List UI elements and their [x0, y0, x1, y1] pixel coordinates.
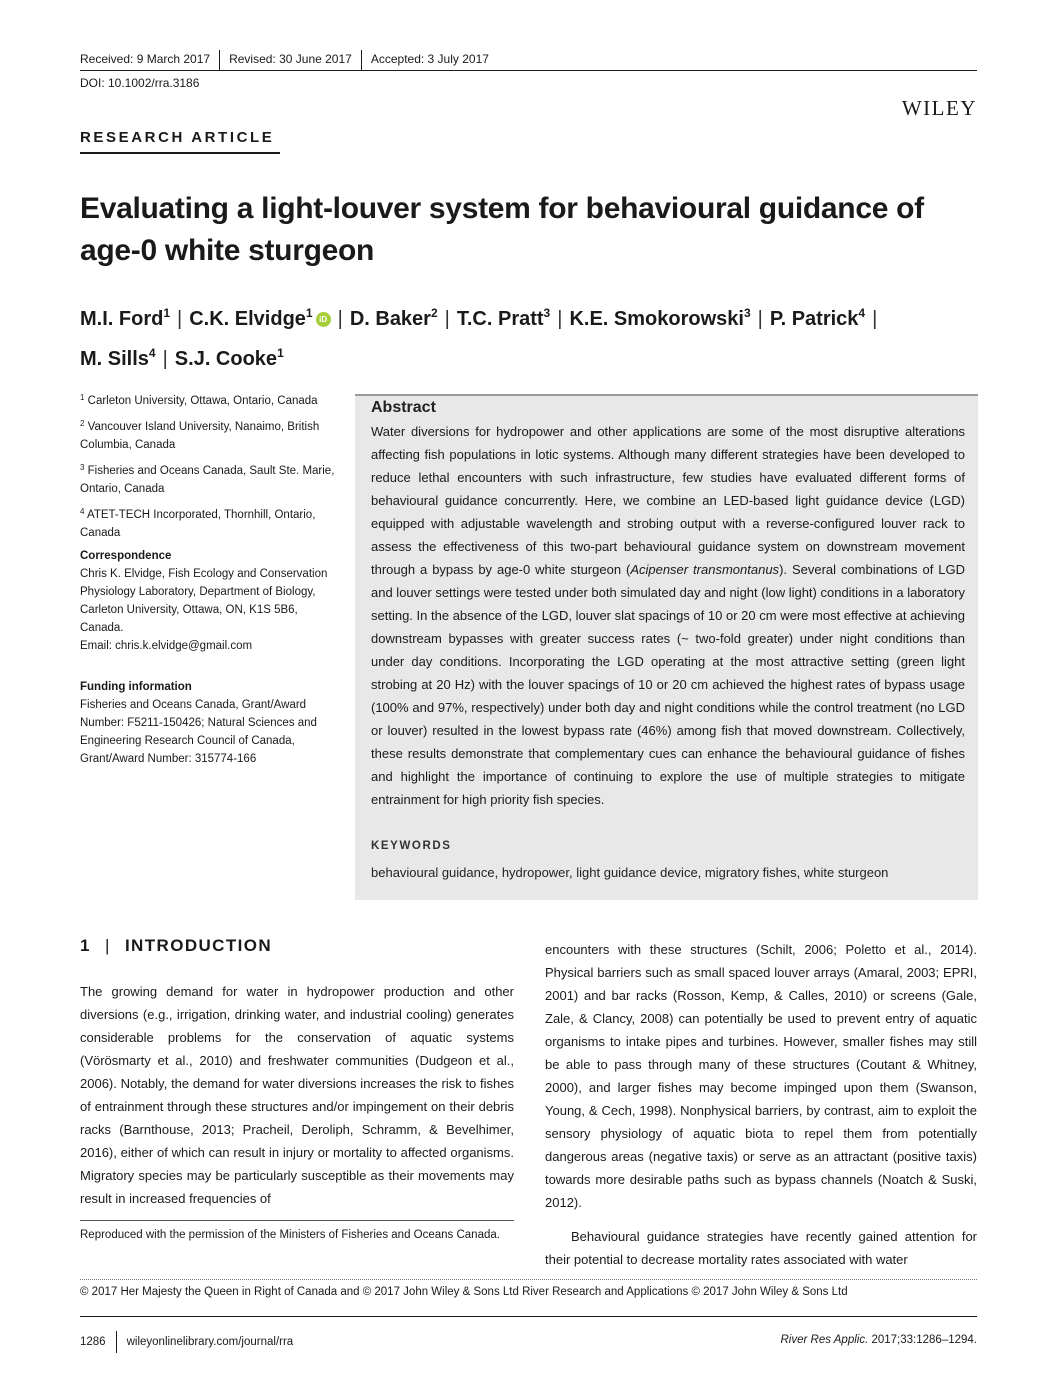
- paragraph: Behavioural guidance strategies have recently gained attention for their potential to decrease mortality rates associated with water: [545, 1229, 977, 1267]
- keywords-list: behavioural guidance, hydropower, light guidance device, migratory fishes, white sturgeon: [371, 865, 889, 880]
- correspondence-email[interactable]: Email: chris.k.elvidge@gmail.com: [80, 640, 253, 652]
- keywords-heading: KEYWORDS: [371, 840, 452, 852]
- abstract-text: Water diversions for hydropower and other applications are some of the most disruptive alterations affecting fish populations in lotic systems. Although many different strategies have been developed to reduce lethal encounters with such infrastructure, few studies have evaluated different forms of behavioural guidance concurrently. Here, we combine an LED-based light guidance device (LGD) equipped with adjustable wavelength and strobing output with a reverse-configured louver rack to assess the effectiveness of this two-part behavioural guidance system on downstream movement through a bypass by age-0 white sturgeon (Acipenser transmontanus). Several combinations of LGD and louver settings were tested under both simulated day and night (low light) conditions in a laboratory setting. In the absence of the LGD, louver slat spacings of 10 or 20 cm were most effective at achieving downstream bypasses with greater success rates (~ two-fold greater) under night conditions than under day conditions. Incorporating the LGD operating at the most attractive setting (green light strobing at 20 Hz) with the louver spacings of 10 or 20 cm achieved the highest rates of bypass usage (100% and 97%, respectively) under both day and night conditions while the control treatment (no LGD or louver) resulted in the lowest bypass rate (46%) among fish that moved downstream. Collectively, these results demonstrate that complementary cues can enhance the behavioural guidance of fishes and highlight the importance of continuing to explore the use of multiple strategies to mitigate entrainment for high priority fish species.: [371, 424, 966, 807]
- section-number: 1: [80, 936, 91, 955]
- affiliation: $^2$ Vancouver Island University, Nanaimo, British Columbia, Canada: [80, 419, 320, 451]
- author[interactable]: P. Patrick$^4$: [769, 306, 866, 330]
- section-title: INTRODUCTION: [124, 936, 273, 955]
- publication-dates: [80, 50, 976, 70]
- citation-detail: 2017;33:1286–1294.: [868, 1334, 977, 1346]
- body-column-left: [80, 980, 514, 1210]
- journal-url[interactable]: wileyonlinelibrary.com/journal/rra: [126, 1336, 294, 1349]
- funding-heading: Funding information: [80, 681, 192, 693]
- funding-text: Fisheries and Oceans Canada, Grant/Award Number: F5211-150426; Natural Sciences and Engineering Research Council of Canada, Grant/Award Number: 315774-166: [80, 699, 317, 765]
- accepted-date: Accepted: 3 July 2017: [370, 52, 489, 67]
- affiliation: $^3$ Fisheries and Oceans Canada, Sault Ste. Marie, Ontario, Canada: [80, 463, 335, 495]
- author[interactable]: M.I. Ford$^1$: [80, 306, 171, 330]
- affiliation: $^1$ Carleton University, Ottawa, Ontario, Canada: [80, 393, 318, 407]
- footer-left: [80, 1331, 293, 1353]
- paragraph: The growing demand for water in hydropower production and other diversions (e.g., irrigation, drinking water, and industrial cooling) generates considerable problems for the conservation of aquatic systems (Vörösmarty et al., 2010) and freshwater communities (Dudgeon et al., 2006). Notably, the demand for water diversions increases the risk to fishes of entrainment through these structures and/or impingement on their debris racks (Barnthouse, 2013; Pracheil, Deroliph, Schramm, & Bevelhimer, 2016), either of which can result in injury or mortality to affected organisms. Migratory species may be particularly susceptible as their movements may result in increased frequencies of: [80, 984, 514, 1206]
- section-separator: |: [104, 936, 111, 955]
- citation: [700, 1334, 977, 1346]
- author[interactable]: M. Sills$^4$: [80, 346, 156, 370]
- revised-date: Revised: 30 June 2017: [229, 52, 352, 67]
- correspondence-heading: Correspondence: [80, 550, 172, 562]
- author-list: M.I. Ford$^1$ | C.K. Elvidge$^1$ iD | D. Baker$^2$ | T.C. Pratt$^3$ | K.E. Smokorowski$^3$ | P. Patrick$^4$ | M. Sills$^4$ | S.J. Cooke$^1$: [80, 306, 878, 370]
- affiliations-column: [80, 389, 338, 768]
- doi[interactable]: DOI: 10.1002/rra.3186: [80, 76, 200, 90]
- footnote-rule: [80, 1220, 514, 1221]
- publisher-logo: WILEY: [901, 96, 977, 120]
- divider: [361, 50, 362, 70]
- copyright-notice: © 2017 Her Majesty the Queen in Right of Canada and © 2017 John Wiley & Sons Ltd River Research and Applications © 2017 John Wiley & Sons Ltd: [80, 1286, 848, 1298]
- divider: [116, 1331, 117, 1353]
- journal-abbrev: River Res Applic.: [780, 1334, 869, 1346]
- body-column-right: [545, 938, 977, 1271]
- dotted-divider: [80, 1279, 977, 1280]
- affiliation: $^4$ ATET-TECH Incorporated, Thornhill, Ontario, Canada: [80, 507, 316, 539]
- author[interactable]: T.C. Pratt$^3$: [456, 306, 551, 330]
- correspondence-text: Chris K. Elvidge, Fish Ecology and Conservation Physiology Laboratory, Department of Biology, Carleton University, Ottawa, ON, K1S 5B6, Canada.: [80, 568, 328, 634]
- paragraph: encounters with these structures (Schilt, 2006; Poletto et al., 2014). Physical barriers such as small spaced louver arrays (Amaral, 2003; EPRI, 2001) and bar racks (Rosson, Kemp, & Calles, 2010) or screens (Gale, Zale, & Clancy, 2008) can potentially be used to prevent entry of aquatic organisms to intake pipes and turbines. However, smaller fishes may still be able to pass through many of these structures (Coutant & Whitney, 2000), and larger fishes may become impinged upon them (Swanson, Young, & Cech, 1998). Nonphysical barriers, by contrast, aim to exploit the sensory physiology of aquatic biota to repel them from potentially dangerous areas (negative taxis) or serve as an attractant (positive taxis) towards more desirable paths such as bypass channels (Noatch & Suski, 2012).: [545, 942, 977, 1210]
- author[interactable]: S.J. Cooke$^1$: [174, 346, 284, 370]
- section-heading: [80, 936, 272, 956]
- abstract-heading: Abstract: [371, 399, 436, 416]
- divider: [219, 50, 220, 70]
- page-number: 1286: [80, 1336, 106, 1349]
- orcid-icon[interactable]: iD: [316, 312, 331, 327]
- article-title: Evaluating a light-louver system for behavioural guidance of age-0 white sturgeon: [80, 192, 924, 267]
- author[interactable]: D. Baker$^2$: [349, 306, 438, 330]
- species-name: Acipenser transmontanus: [630, 562, 780, 577]
- abstract-top-rule: [355, 394, 978, 396]
- abstract: [371, 399, 965, 811]
- author[interactable]: C.K. Elvidge$^1$: [189, 306, 313, 330]
- footer-rule: [80, 1316, 977, 1317]
- received-date: Received: 9 March 2017: [80, 52, 211, 67]
- author[interactable]: K.E. Smokorowski$^3$: [569, 306, 751, 330]
- article-type: RESEARCH ARTICLE: [80, 129, 275, 146]
- footnote: Reproduced with the permission of the Ministers of Fisheries and Oceans Canada.: [80, 1229, 500, 1241]
- header-rule: [80, 70, 977, 71]
- article-type-underline: [80, 152, 280, 154]
